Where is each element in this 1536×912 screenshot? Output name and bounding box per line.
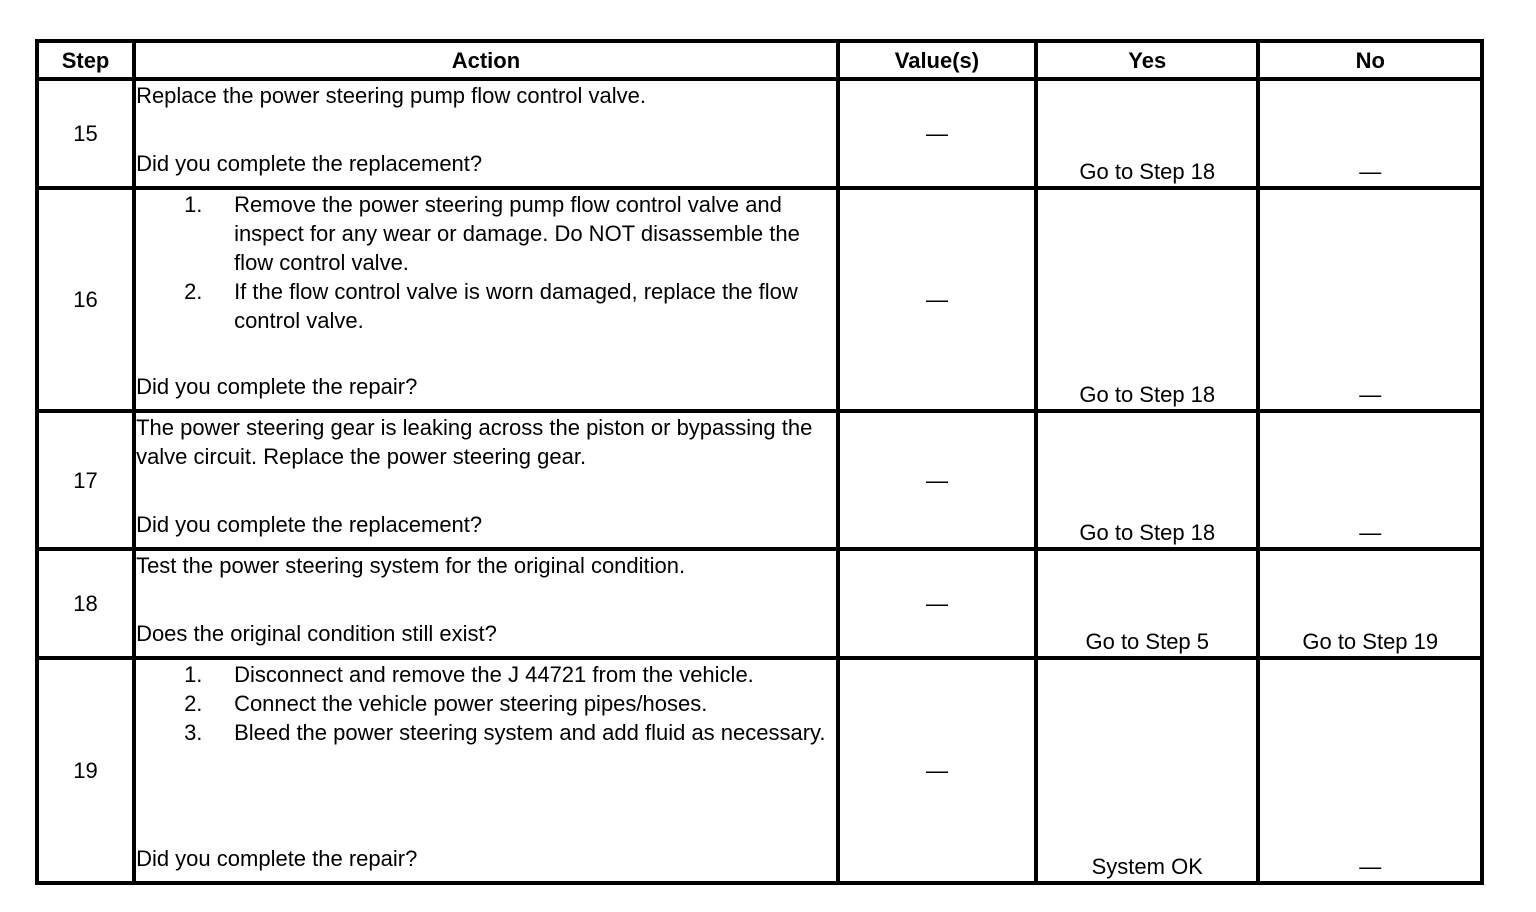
- header-no: No: [1258, 41, 1482, 79]
- table-row: [37, 658, 1482, 883]
- list-item: [184, 718, 836, 747]
- item-number: 1.: [184, 192, 203, 217]
- action-cell: [134, 549, 838, 658]
- step-number: 17: [37, 411, 134, 549]
- action-question: Did you complete the replacement?: [136, 512, 483, 537]
- value-cell: —: [838, 411, 1036, 549]
- step-number: 16: [37, 188, 134, 411]
- yes-cell: Go to Step 18: [1036, 188, 1258, 411]
- no-cell: —: [1258, 658, 1482, 883]
- action-question: Did you complete the repair?: [136, 374, 418, 399]
- action-cell: [134, 411, 838, 549]
- no-cell: Go to Step 19: [1258, 549, 1482, 658]
- header-values: Value(s): [838, 41, 1036, 79]
- action-intro: The power steering gear is leaking across the piston or bypassing the valve circuit. Replace the power steering gear.: [136, 415, 813, 469]
- no-cell: —: [1258, 79, 1482, 188]
- item-number: 3.: [184, 720, 203, 745]
- table-row: [37, 188, 1482, 411]
- header-yes: Yes: [1036, 41, 1258, 79]
- action-cell: [134, 658, 838, 883]
- table-row: [37, 549, 1482, 658]
- action-steps: [136, 660, 836, 747]
- header-row: [37, 41, 1482, 79]
- step-number: 18: [37, 549, 134, 658]
- step-number: 15: [37, 79, 134, 188]
- action-question: Did you complete the replacement?: [136, 151, 483, 176]
- value-cell: —: [838, 658, 1036, 883]
- item-number: 2.: [184, 691, 203, 716]
- table-row: [37, 411, 1482, 549]
- no-cell: —: [1258, 188, 1482, 411]
- table-row: [37, 79, 1482, 188]
- no-cell: —: [1258, 411, 1482, 549]
- action-cell: [134, 79, 838, 188]
- action-intro: Test the power steering system for the original condition.: [136, 553, 686, 578]
- list-item: [184, 190, 836, 277]
- action-question: Did you complete the repair?: [136, 846, 418, 871]
- list-item: [184, 689, 836, 718]
- value-cell: —: [838, 79, 1036, 188]
- yes-cell: Go to Step 18: [1036, 79, 1258, 188]
- item-text: Connect the vehicle power steering pipes/hoses.: [234, 691, 708, 716]
- list-item: [184, 277, 836, 335]
- item-text: Bleed the power steering system and add fluid as necessary.: [234, 720, 826, 745]
- action-intro: Replace the power steering pump flow control valve.: [136, 83, 646, 108]
- action-question: Does the original condition still exist?: [136, 621, 497, 646]
- item-text: Disconnect and remove the J 44721 from the vehicle.: [234, 662, 754, 687]
- value-cell: —: [838, 549, 1036, 658]
- header-step: Step: [37, 41, 134, 79]
- header-action: Action: [134, 41, 838, 79]
- item-number: 1.: [184, 662, 203, 687]
- action-steps: [136, 190, 836, 335]
- diagnostic-table: [35, 39, 1484, 885]
- yes-cell: System OK: [1036, 658, 1258, 883]
- item-text: Remove the power steering pump flow control valve and inspect for any wear or damage. Do NOT disassemble the flow control valve.: [234, 192, 800, 275]
- item-text: If the flow control valve is worn damaged, replace the flow control valve.: [234, 279, 798, 333]
- item-number: 2.: [184, 279, 203, 304]
- yes-cell: Go to Step 18: [1036, 411, 1258, 549]
- step-number: 19: [37, 658, 134, 883]
- yes-cell: Go to Step 5: [1036, 549, 1258, 658]
- action-cell: [134, 188, 838, 411]
- value-cell: —: [838, 188, 1036, 411]
- list-item: [184, 660, 836, 689]
